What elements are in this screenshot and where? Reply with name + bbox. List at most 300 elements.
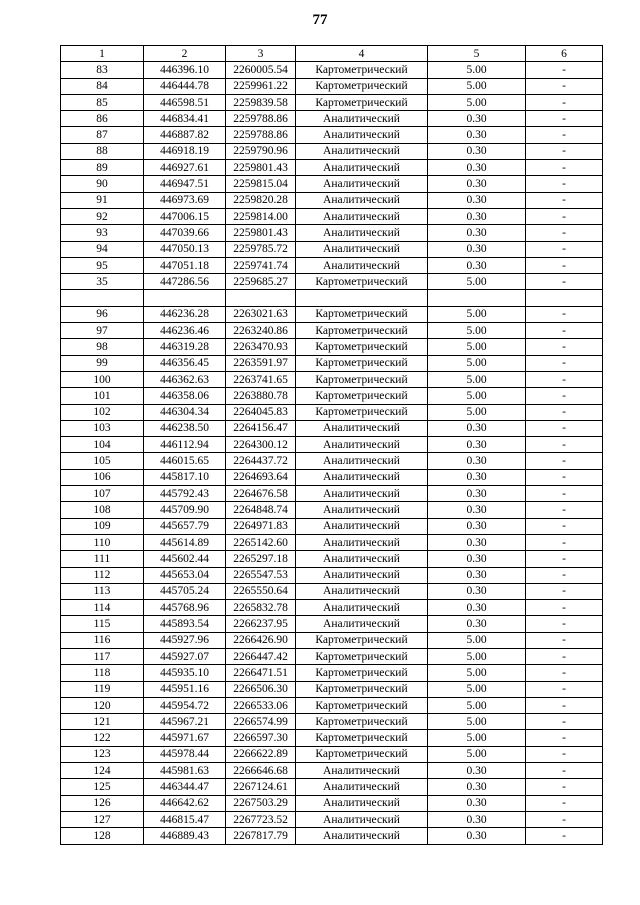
note-cell: -: [526, 437, 603, 453]
x-coordinate-cell: 446834.41: [144, 111, 226, 127]
method-cell: Аналитический: [296, 143, 428, 159]
y-coordinate-cell: 2259961.22: [226, 78, 296, 94]
method-cell: Аналитический: [296, 795, 428, 811]
method-cell: Картометрический: [296, 404, 428, 420]
accuracy-cell: 0.30: [428, 502, 526, 518]
table-row: [61, 828, 603, 844]
point-number-cell: 107: [61, 486, 144, 502]
point-number-cell: 105: [61, 453, 144, 469]
note-cell: -: [526, 534, 603, 550]
accuracy-cell: 0.30: [428, 160, 526, 176]
y-coordinate-cell: 2259790.96: [226, 143, 296, 159]
y-coordinate-cell: 2263470.93: [226, 339, 296, 355]
y-coordinate-cell: 2264848.74: [226, 502, 296, 518]
note-cell: -: [526, 420, 603, 436]
note-cell: -: [526, 518, 603, 534]
x-coordinate-cell: 446236.28: [144, 306, 226, 322]
method-cell: Картометрический: [296, 306, 428, 322]
method-cell: Аналитический: [296, 225, 428, 241]
x-coordinate-cell: 447051.18: [144, 257, 226, 273]
point-number-cell: 86: [61, 111, 144, 127]
x-coordinate-cell: 445981.63: [144, 763, 226, 779]
y-coordinate-cell: 2266597.30: [226, 730, 296, 746]
note-cell: -: [526, 62, 603, 78]
note-cell: -: [526, 94, 603, 110]
table-row: [61, 665, 603, 681]
table-row: [61, 339, 603, 355]
point-number-cell: 110: [61, 534, 144, 550]
y-coordinate-cell: 2259801.43: [226, 160, 296, 176]
point-number-cell: 114: [61, 600, 144, 616]
table-row: [61, 290, 603, 306]
accuracy-cell: 0.30: [428, 616, 526, 632]
y-coordinate-cell: 2267817.79: [226, 828, 296, 844]
method-cell: Аналитический: [296, 616, 428, 632]
y-coordinate-cell: 2264437.72: [226, 453, 296, 469]
note-cell: -: [526, 763, 603, 779]
y-coordinate-cell: 2259820.28: [226, 192, 296, 208]
accuracy-cell: 5.00: [428, 714, 526, 730]
point-number-cell: 101: [61, 388, 144, 404]
method-cell: Аналитический: [296, 763, 428, 779]
accuracy-cell: 0.30: [428, 225, 526, 241]
accuracy-cell: 0.30: [428, 420, 526, 436]
note-cell: -: [526, 111, 603, 127]
table-row: [61, 811, 603, 827]
accuracy-cell: 0.30: [428, 241, 526, 257]
table-row: [61, 371, 603, 387]
method-cell: Аналитический: [296, 779, 428, 795]
method-cell: Картометрический: [296, 371, 428, 387]
note-cell: -: [526, 551, 603, 567]
accuracy-cell: 0.30: [428, 779, 526, 795]
y-coordinate-cell: 2266237.95: [226, 616, 296, 632]
method-cell: Картометрический: [296, 323, 428, 339]
accuracy-cell: 5.00: [428, 730, 526, 746]
accuracy-cell: 5.00: [428, 648, 526, 664]
note-cell: -: [526, 681, 603, 697]
coordinates-table: [60, 45, 603, 845]
table-row: [61, 567, 603, 583]
y-coordinate-cell: 2267503.29: [226, 795, 296, 811]
method-cell: Картометрический: [296, 339, 428, 355]
accuracy-cell: 0.30: [428, 795, 526, 811]
accuracy-cell: 0.30: [428, 257, 526, 273]
note-cell: -: [526, 567, 603, 583]
point-number-cell: 89: [61, 160, 144, 176]
point-number-cell: 111: [61, 551, 144, 567]
method-cell: Аналитический: [296, 208, 428, 224]
method-cell: Картометрический: [296, 697, 428, 713]
y-coordinate-cell: 2260005.54: [226, 62, 296, 78]
y-coordinate-cell: 2263021.63: [226, 306, 296, 322]
y-coordinate-cell: 2263591.97: [226, 355, 296, 371]
note-cell: -: [526, 257, 603, 273]
point-number-cell: 88: [61, 143, 144, 159]
point-number-cell: 102: [61, 404, 144, 420]
y-coordinate-cell: 2259815.04: [226, 176, 296, 192]
table-row: [61, 502, 603, 518]
method-cell: Аналитический: [296, 486, 428, 502]
x-coordinate-cell: 446238.50: [144, 420, 226, 436]
note-cell: -: [526, 241, 603, 257]
method-cell: Аналитический: [296, 567, 428, 583]
y-coordinate-cell: 2265297.18: [226, 551, 296, 567]
y-coordinate-cell: 2266426.90: [226, 632, 296, 648]
note-cell: -: [526, 600, 603, 616]
y-coordinate-cell: 2259788.86: [226, 127, 296, 143]
note-cell: -: [526, 746, 603, 762]
y-coordinate-cell: 2264693.64: [226, 469, 296, 485]
point-number-cell: 91: [61, 192, 144, 208]
accuracy-cell: 0.30: [428, 811, 526, 827]
method-cell: Картометрический: [296, 665, 428, 681]
accuracy-cell: 5.00: [428, 339, 526, 355]
accuracy-cell: 0.30: [428, 111, 526, 127]
column-header: 5: [428, 46, 526, 62]
x-coordinate-cell: 445614.89: [144, 534, 226, 550]
point-number-cell: 83: [61, 62, 144, 78]
point-number-cell: 118: [61, 665, 144, 681]
note-cell: -: [526, 811, 603, 827]
note-cell: -: [526, 143, 603, 159]
y-coordinate-cell: 2264971.83: [226, 518, 296, 534]
accuracy-cell: 5.00: [428, 274, 526, 290]
point-number-cell: 92: [61, 208, 144, 224]
x-coordinate-cell: 447006.15: [144, 208, 226, 224]
point-number-cell: 103: [61, 420, 144, 436]
point-number-cell: 85: [61, 94, 144, 110]
point-number-cell: [61, 290, 144, 306]
method-cell: Аналитический: [296, 518, 428, 534]
method-cell: Аналитический: [296, 176, 428, 192]
x-coordinate-cell: 445927.07: [144, 648, 226, 664]
note-cell: -: [526, 323, 603, 339]
accuracy-cell: 5.00: [428, 371, 526, 387]
table-row: [61, 323, 603, 339]
x-coordinate-cell: 446112.94: [144, 437, 226, 453]
note-cell: -: [526, 274, 603, 290]
accuracy-cell: 5.00: [428, 78, 526, 94]
point-number-cell: 84: [61, 78, 144, 94]
y-coordinate-cell: 2259814.00: [226, 208, 296, 224]
x-coordinate-cell: 445951.16: [144, 681, 226, 697]
table-row: [61, 583, 603, 599]
table-row: [61, 730, 603, 746]
accuracy-cell: 0.30: [428, 453, 526, 469]
table-row: [61, 388, 603, 404]
y-coordinate-cell: 2266447.42: [226, 648, 296, 664]
method-cell: Картометрический: [296, 62, 428, 78]
x-coordinate-cell: 446887.82: [144, 127, 226, 143]
point-number-cell: 123: [61, 746, 144, 762]
y-coordinate-cell: 2263240.86: [226, 323, 296, 339]
column-header: 4: [296, 46, 428, 62]
x-coordinate-cell: 445927.96: [144, 632, 226, 648]
point-number-cell: 95: [61, 257, 144, 273]
accuracy-cell: 0.30: [428, 518, 526, 534]
method-cell: Аналитический: [296, 127, 428, 143]
y-coordinate-cell: 2266533.06: [226, 697, 296, 713]
table-row: [61, 94, 603, 110]
y-coordinate-cell: 2266646.68: [226, 763, 296, 779]
method-cell: Аналитический: [296, 469, 428, 485]
note-cell: [526, 290, 603, 306]
method-cell: Картометрический: [296, 648, 428, 664]
accuracy-cell: 0.30: [428, 192, 526, 208]
point-number-cell: 93: [61, 225, 144, 241]
point-number-cell: 99: [61, 355, 144, 371]
accuracy-cell: 5.00: [428, 323, 526, 339]
point-number-cell: 119: [61, 681, 144, 697]
table-row: [61, 437, 603, 453]
point-number-cell: 35: [61, 274, 144, 290]
x-coordinate-cell: 445978.44: [144, 746, 226, 762]
table-row: [61, 62, 603, 78]
table-row: [61, 453, 603, 469]
x-coordinate-cell: 446356.45: [144, 355, 226, 371]
accuracy-cell: 0.30: [428, 763, 526, 779]
note-cell: -: [526, 355, 603, 371]
x-coordinate-cell: 446319.28: [144, 339, 226, 355]
method-cell: Картометрический: [296, 730, 428, 746]
point-number-cell: 125: [61, 779, 144, 795]
table-header-row: [61, 46, 603, 62]
point-number-cell: 128: [61, 828, 144, 844]
x-coordinate-cell: 447039.66: [144, 225, 226, 241]
method-cell: Аналитический: [296, 257, 428, 273]
x-coordinate-cell: 446362.63: [144, 371, 226, 387]
x-coordinate-cell: 446015.65: [144, 453, 226, 469]
x-coordinate-cell: 446304.34: [144, 404, 226, 420]
point-number-cell: 109: [61, 518, 144, 534]
y-coordinate-cell: 2259741.74: [226, 257, 296, 273]
point-number-cell: 121: [61, 714, 144, 730]
method-cell: Аналитический: [296, 111, 428, 127]
table-row: [61, 257, 603, 273]
x-coordinate-cell: 446396.10: [144, 62, 226, 78]
note-cell: -: [526, 388, 603, 404]
y-coordinate-cell: 2265547.53: [226, 567, 296, 583]
column-header: 1: [61, 46, 144, 62]
method-cell: Картометрический: [296, 355, 428, 371]
accuracy-cell: 0.30: [428, 437, 526, 453]
point-number-cell: 113: [61, 583, 144, 599]
note-cell: -: [526, 339, 603, 355]
y-coordinate-cell: 2266506.30: [226, 681, 296, 697]
y-coordinate-cell: 2265832.78: [226, 600, 296, 616]
note-cell: -: [526, 208, 603, 224]
point-number-cell: 124: [61, 763, 144, 779]
note-cell: -: [526, 469, 603, 485]
y-coordinate-cell: 2259685.27: [226, 274, 296, 290]
accuracy-cell: 0.30: [428, 469, 526, 485]
table-row: [61, 648, 603, 664]
note-cell: -: [526, 697, 603, 713]
point-number-cell: 116: [61, 632, 144, 648]
x-coordinate-cell: 446815.47: [144, 811, 226, 827]
accuracy-cell: 0.30: [428, 143, 526, 159]
note-cell: -: [526, 225, 603, 241]
note-cell: -: [526, 371, 603, 387]
x-coordinate-cell: 447286.56: [144, 274, 226, 290]
table-row: [61, 176, 603, 192]
method-cell: Аналитический: [296, 437, 428, 453]
note-cell: -: [526, 583, 603, 599]
method-cell: Аналитический: [296, 420, 428, 436]
table-row: [61, 469, 603, 485]
table-row: [61, 795, 603, 811]
point-number-cell: 126: [61, 795, 144, 811]
x-coordinate-cell: 445705.24: [144, 583, 226, 599]
note-cell: -: [526, 127, 603, 143]
table-row: [61, 306, 603, 322]
x-coordinate-cell: 445709.90: [144, 502, 226, 518]
table-row: [61, 714, 603, 730]
y-coordinate-cell: 2259785.72: [226, 241, 296, 257]
x-coordinate-cell: 445967.21: [144, 714, 226, 730]
x-coordinate-cell: 446918.19: [144, 143, 226, 159]
method-cell: Аналитический: [296, 811, 428, 827]
y-coordinate-cell: 2267124.61: [226, 779, 296, 795]
point-number-cell: 122: [61, 730, 144, 746]
note-cell: -: [526, 795, 603, 811]
table-row: [61, 225, 603, 241]
y-coordinate-cell: 2266622.89: [226, 746, 296, 762]
accuracy-cell: 5.00: [428, 388, 526, 404]
note-cell: -: [526, 665, 603, 681]
accuracy-cell: 0.30: [428, 828, 526, 844]
method-cell: Картометрический: [296, 274, 428, 290]
table-row: [61, 355, 603, 371]
method-cell: Аналитический: [296, 828, 428, 844]
table-row: [61, 746, 603, 762]
accuracy-cell: 5.00: [428, 746, 526, 762]
point-number-cell: 96: [61, 306, 144, 322]
x-coordinate-cell: 446598.51: [144, 94, 226, 110]
table-row: [61, 208, 603, 224]
x-coordinate-cell: 446236.46: [144, 323, 226, 339]
y-coordinate-cell: [226, 290, 296, 306]
point-number-cell: 127: [61, 811, 144, 827]
note-cell: -: [526, 192, 603, 208]
y-coordinate-cell: 2266574.99: [226, 714, 296, 730]
method-cell: Аналитический: [296, 600, 428, 616]
y-coordinate-cell: 2263880.78: [226, 388, 296, 404]
method-cell: Картометрический: [296, 681, 428, 697]
y-coordinate-cell: 2265142.60: [226, 534, 296, 550]
method-cell: Аналитический: [296, 534, 428, 550]
accuracy-cell: 0.30: [428, 551, 526, 567]
point-number-cell: 98: [61, 339, 144, 355]
x-coordinate-cell: 446927.61: [144, 160, 226, 176]
y-coordinate-cell: 2266471.51: [226, 665, 296, 681]
x-coordinate-cell: 446973.69: [144, 192, 226, 208]
note-cell: -: [526, 404, 603, 420]
y-coordinate-cell: 2264045.83: [226, 404, 296, 420]
x-coordinate-cell: 445817.10: [144, 469, 226, 485]
method-cell: Аналитический: [296, 192, 428, 208]
point-number-cell: 90: [61, 176, 144, 192]
point-number-cell: 106: [61, 469, 144, 485]
accuracy-cell: 5.00: [428, 306, 526, 322]
x-coordinate-cell: 445792.43: [144, 486, 226, 502]
point-number-cell: 117: [61, 648, 144, 664]
y-coordinate-cell: 2264300.12: [226, 437, 296, 453]
x-coordinate-cell: 446947.51: [144, 176, 226, 192]
accuracy-cell: 5.00: [428, 681, 526, 697]
x-coordinate-cell: 446889.43: [144, 828, 226, 844]
x-coordinate-cell: 445954.72: [144, 697, 226, 713]
accuracy-cell: 5.00: [428, 94, 526, 110]
y-coordinate-cell: 2265550.64: [226, 583, 296, 599]
method-cell: Аналитический: [296, 502, 428, 518]
point-number-cell: 115: [61, 616, 144, 632]
table-row: [61, 697, 603, 713]
method-cell: Аналитический: [296, 453, 428, 469]
accuracy-cell: 0.30: [428, 176, 526, 192]
accuracy-cell: 5.00: [428, 632, 526, 648]
x-coordinate-cell: 445893.54: [144, 616, 226, 632]
accuracy-cell: 0.30: [428, 583, 526, 599]
accuracy-cell: 5.00: [428, 404, 526, 420]
x-coordinate-cell: 445935.10: [144, 665, 226, 681]
accuracy-cell: 0.30: [428, 600, 526, 616]
x-coordinate-cell: 445768.96: [144, 600, 226, 616]
accuracy-cell: 5.00: [428, 697, 526, 713]
x-coordinate-cell: 446642.62: [144, 795, 226, 811]
note-cell: -: [526, 779, 603, 795]
note-cell: -: [526, 616, 603, 632]
method-cell: Картометрический: [296, 746, 428, 762]
y-coordinate-cell: 2267723.52: [226, 811, 296, 827]
table-row: [61, 681, 603, 697]
note-cell: -: [526, 486, 603, 502]
table-row: [61, 160, 603, 176]
y-coordinate-cell: 2264156.47: [226, 420, 296, 436]
x-coordinate-cell: 445653.04: [144, 567, 226, 583]
y-coordinate-cell: 2263741.65: [226, 371, 296, 387]
accuracy-cell: [428, 290, 526, 306]
note-cell: -: [526, 648, 603, 664]
method-cell: Картометрический: [296, 388, 428, 404]
y-coordinate-cell: 2264676.58: [226, 486, 296, 502]
table-row: [61, 127, 603, 143]
table-row: [61, 600, 603, 616]
method-cell: [296, 290, 428, 306]
method-cell: Аналитический: [296, 241, 428, 257]
table-row: [61, 551, 603, 567]
point-number-cell: 108: [61, 502, 144, 518]
table-row: [61, 143, 603, 159]
y-coordinate-cell: 2259839.58: [226, 94, 296, 110]
method-cell: Аналитический: [296, 160, 428, 176]
note-cell: -: [526, 632, 603, 648]
y-coordinate-cell: 2259788.86: [226, 111, 296, 127]
column-header: 3: [226, 46, 296, 62]
table-row: [61, 274, 603, 290]
method-cell: Картометрический: [296, 632, 428, 648]
note-cell: -: [526, 730, 603, 746]
column-header: 2: [144, 46, 226, 62]
note-cell: -: [526, 828, 603, 844]
point-number-cell: 104: [61, 437, 144, 453]
x-coordinate-cell: 446344.47: [144, 779, 226, 795]
method-cell: Картометрический: [296, 78, 428, 94]
table-row: [61, 192, 603, 208]
accuracy-cell: 5.00: [428, 355, 526, 371]
method-cell: Аналитический: [296, 551, 428, 567]
